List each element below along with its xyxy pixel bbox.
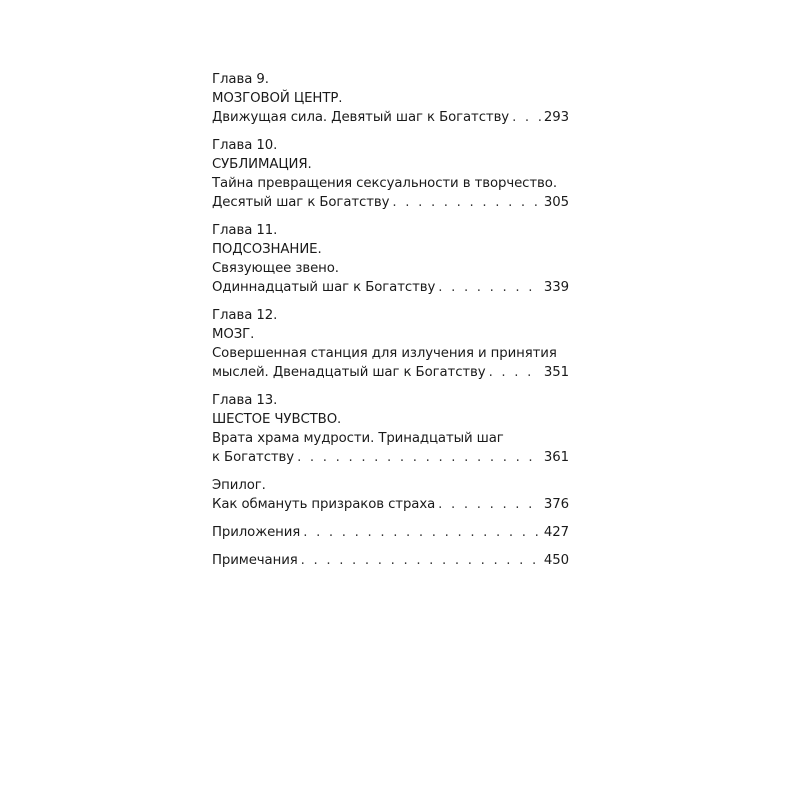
toc-entry[interactable] bbox=[212, 306, 569, 382]
dot-leader bbox=[438, 278, 541, 297]
toc-leader-row bbox=[212, 278, 569, 297]
toc-entry[interactable] bbox=[212, 551, 569, 570]
chapter-number: Глава 9. bbox=[212, 72, 269, 87]
toc-leader-row bbox=[212, 448, 569, 467]
chapter-title: ШЕСТОЕ ЧУВСТВО. bbox=[212, 412, 342, 427]
page-number: 339 bbox=[543, 280, 569, 295]
toc-entry[interactable] bbox=[212, 70, 569, 127]
page-number: 376 bbox=[543, 497, 569, 512]
chapter-subtitle-line: Тайна превращения сексуальности в творчество. bbox=[212, 176, 557, 191]
page-number: 351 bbox=[543, 365, 569, 380]
toc-leader-row bbox=[212, 108, 569, 127]
chapter-number: Глава 13. bbox=[212, 393, 278, 408]
chapter-number: Глава 12. bbox=[212, 308, 278, 323]
toc-leader-row bbox=[212, 551, 569, 570]
chapter-number: Глава 11. bbox=[212, 223, 278, 238]
toc-entry[interactable] bbox=[212, 221, 569, 297]
dot-leader bbox=[512, 108, 541, 127]
chapter-subtitle-line: Врата храма мудрости. Тринадцатый шаг bbox=[212, 431, 504, 446]
toc-entry[interactable] bbox=[212, 523, 569, 542]
chapter-title: МОЗГ. bbox=[212, 327, 255, 342]
chapter-subtitle-line: Совершенная станция для излучения и принятия bbox=[212, 346, 557, 361]
chapter-subtitle-line: Десятый шаг к Богатству bbox=[212, 195, 390, 210]
chapter-subtitle-line: Как обмануть призраков страха bbox=[212, 497, 436, 512]
dot-leader bbox=[297, 448, 541, 467]
dot-leader bbox=[392, 193, 541, 212]
chapter-subtitle-line: Связующее звено. bbox=[212, 261, 339, 276]
dot-leader bbox=[303, 523, 541, 542]
toc-leader-row bbox=[212, 193, 569, 212]
chapter-title: СУБЛИМАЦИЯ. bbox=[212, 157, 312, 172]
toc-entry[interactable] bbox=[212, 136, 569, 212]
page-number: 427 bbox=[543, 525, 569, 540]
chapter-subtitle-line: мыслей. Двенадцатый шаг к Богатству bbox=[212, 365, 486, 380]
chapter-subtitle-line: Одиннадцатый шаг к Богатству bbox=[212, 280, 436, 295]
toc-leader-row bbox=[212, 363, 569, 382]
chapter-title: МОЗГОВОЙ ЦЕНТР. bbox=[212, 91, 343, 106]
chapter-subtitle-line: Примечания bbox=[212, 553, 298, 568]
dot-leader bbox=[301, 551, 541, 570]
chapter-subtitle-line: Приложения bbox=[212, 525, 301, 540]
dot-leader bbox=[438, 495, 541, 514]
chapter-title: ПОДСОЗНАНИЕ. bbox=[212, 242, 322, 257]
toc-leader-row bbox=[212, 523, 569, 542]
page-number: 293 bbox=[543, 110, 569, 125]
table-of-contents bbox=[212, 70, 569, 579]
page-number: 305 bbox=[543, 195, 569, 210]
chapter-number: Глава 10. bbox=[212, 138, 278, 153]
toc-entry[interactable] bbox=[212, 476, 569, 514]
chapter-number: Эпилог. bbox=[212, 478, 266, 493]
toc-entry[interactable] bbox=[212, 391, 569, 467]
page-number: 450 bbox=[543, 553, 569, 568]
chapter-subtitle-line: Движущая сила. Девятый шаг к Богатству bbox=[212, 110, 510, 125]
chapter-subtitle-line: к Богатству bbox=[212, 450, 295, 465]
page-number: 361 bbox=[543, 450, 569, 465]
toc-leader-row bbox=[212, 495, 569, 514]
dot-leader bbox=[489, 363, 541, 382]
